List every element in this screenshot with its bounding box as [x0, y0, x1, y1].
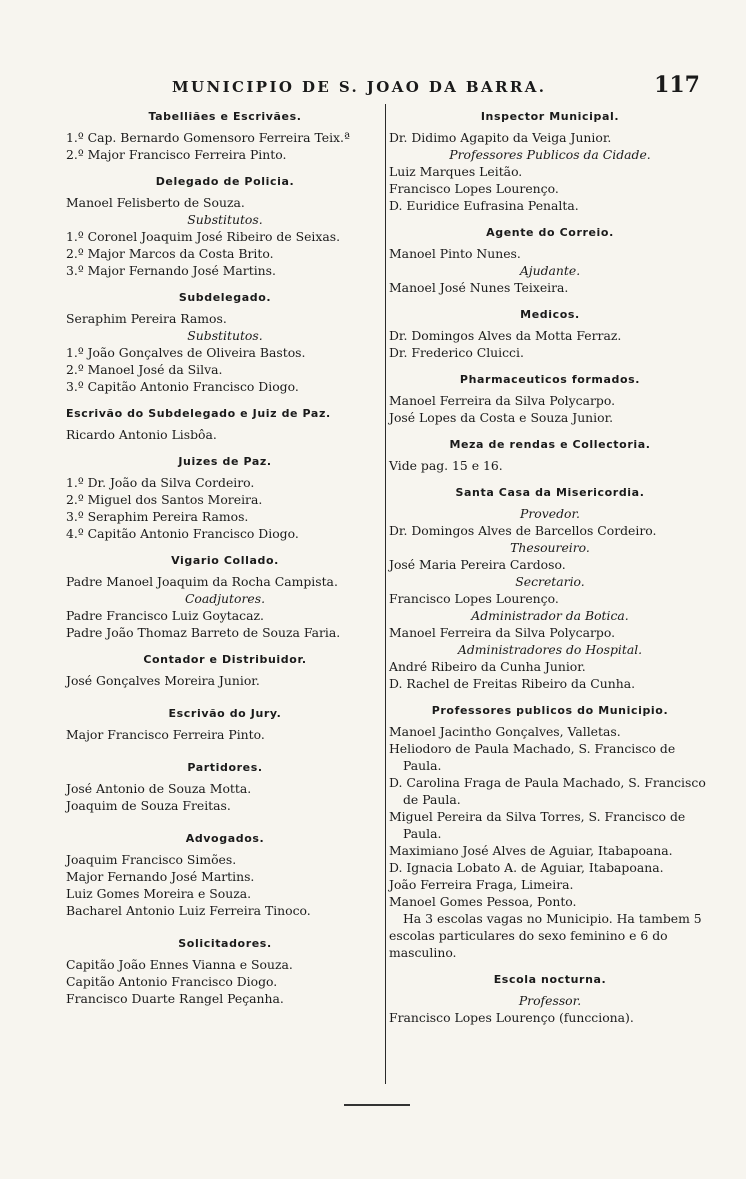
- section-heading: Meza de rendas e Collectoria.: [449, 438, 651, 451]
- list-item: André Ribeiro da Cunha Junior.: [389, 659, 586, 674]
- section-subheading: Secretario.: [515, 574, 585, 589]
- section-heading: Pharmaceuticos formados.: [459, 373, 641, 386]
- list-item: Padre Francisco Luiz Goytacaz.: [66, 608, 264, 623]
- running-head: [60, 72, 700, 104]
- list-item: Capitão Antonio Francisco Diogo.: [66, 974, 278, 989]
- list-item: 3.º Capitão Antonio Francisco Diogo.: [66, 379, 299, 394]
- section-subheading: Professor.: [518, 993, 582, 1008]
- list-item: João Ferreira Fraga, Limeira.: [389, 877, 574, 892]
- list-item: Manoel Jacintho Gonçalves, Valletas.: [389, 724, 621, 739]
- list-item: D. Ignacia Lobato A. de Aguiar, Itabapoana.: [389, 860, 664, 875]
- section-subheading: Provedor.: [520, 506, 580, 521]
- list-item: Francisco Duarte Rangel Peçanha.: [66, 991, 284, 1006]
- list-item: Manoel Felisberto de Souza.: [66, 195, 245, 210]
- list-item: Francisco Lopes Lourenço.: [389, 591, 559, 606]
- list-item: Dr. Domingos Alves da Motta Ferraz.: [389, 328, 622, 343]
- list-item: 2.º Miguel dos Santos Moreira.: [66, 492, 263, 507]
- list-item: Padre João Thomaz Barreto de Souza Faria.: [66, 625, 341, 640]
- end-rule: [344, 1104, 410, 1106]
- section-heading: Escola nocturna.: [493, 973, 607, 986]
- list-item: Vide pag. 15 e 16.: [389, 458, 503, 473]
- list-item: D. Rachel de Freitas Ribeiro da Cunha.: [389, 676, 636, 691]
- list-item: Heliodoro de Paula Machado, S. Francisco de Paula.: [389, 741, 676, 773]
- section-heading: Tabelliães e Escrivães.: [148, 110, 302, 123]
- list-item: 2.º Manoel José da Silva.: [66, 362, 223, 377]
- list-item: 1.º Cap. Bernardo Gomensoro Ferreira Teix.ª: [66, 130, 350, 145]
- section-subheading: Substitutos.: [187, 212, 263, 227]
- list-item: Joaquim de Souza Freitas.: [66, 798, 231, 813]
- section-subheading: Administrador da Botica.: [471, 608, 629, 623]
- list-item: Ricardo Antonio Lisbôa.: [66, 427, 217, 442]
- section-heading: Delegado de Policia.: [155, 175, 295, 188]
- section-heading: Escrivão do Subdelegado e Juiz de Paz.: [66, 407, 331, 420]
- list-item: 1.º Coronel Joaquim José Ribeiro de Seixas.: [66, 229, 341, 244]
- section-heading: Advogados.: [185, 832, 265, 845]
- list-item: José Lopes da Costa e Souza Junior.: [389, 410, 614, 425]
- section-subheading: Professores Publicos da Cidade.: [449, 147, 651, 162]
- list-item: Bacharel Antonio Luiz Ferreira Tinoco.: [66, 903, 311, 918]
- column-divider: [385, 104, 386, 1084]
- list-item: Manoel José Nunes Teixeira.: [389, 280, 569, 295]
- list-item: Manoel Ferreira da Silva Polycarpo.: [389, 625, 616, 640]
- list-item: Dr. Didimo Agapito da Veiga Junior.: [389, 130, 612, 145]
- list-item: Major Francisco Ferreira Pinto.: [66, 727, 265, 742]
- section-subheading: Thesoureiro.: [510, 540, 590, 555]
- list-item: José Antonio de Souza Motta.: [66, 781, 252, 796]
- section-heading: Partidores.: [187, 761, 263, 774]
- section-subheading: Administradores do Hospital.: [457, 642, 643, 657]
- section-heading: Subdelegado.: [178, 291, 272, 304]
- section-subheading: Ajudante.: [519, 263, 581, 278]
- page-title: MUNICIPIO DE S. JOAO DA BARRA.: [172, 78, 547, 96]
- list-item: Capitão João Ennes Vianna e Souza.: [66, 957, 293, 972]
- section-heading: Inspector Municipal.: [480, 110, 620, 123]
- section-heading: Contador e Distribuidor.: [143, 653, 307, 666]
- list-item: Luiz Marques Leitão.: [389, 164, 523, 179]
- section-heading: Juizes de Paz.: [178, 455, 272, 468]
- list-item: José Maria Pereira Cardoso.: [389, 557, 566, 572]
- page-number: 117: [654, 72, 700, 98]
- list-item: Francisco Lopes Lourenço.: [389, 181, 559, 196]
- list-item: 1.º Dr. João da Silva Cordeiro.: [66, 475, 255, 490]
- section-heading: Professores publicos do Municipio.: [431, 704, 669, 717]
- section-subheading: Coadjutores.: [184, 591, 266, 606]
- list-item: Manoel Gomes Pessoa, Ponto.: [389, 894, 577, 909]
- list-item: 4.º Capitão Antonio Francisco Diogo.: [66, 526, 299, 541]
- list-item: Luiz Gomes Moreira e Souza.: [66, 886, 252, 901]
- list-item: Padre Manoel Joaquim da Rocha Campista.: [66, 574, 338, 589]
- list-item: 2.º Major Francisco Ferreira Pinto.: [66, 147, 287, 162]
- list-item: Francisco Lopes Lourenço (funcciona).: [389, 1010, 634, 1025]
- list-item: Manoel Ferreira da Silva Polycarpo.: [389, 393, 616, 408]
- list-item: Major Fernando José Martins.: [66, 869, 255, 884]
- list-item: D. Carolina Fraga de Paula Machado, S. Francisco de Paula.: [389, 775, 706, 807]
- list-item: Seraphim Pereira Ramos.: [66, 311, 227, 326]
- section-heading: Santa Casa da Misericordia.: [455, 486, 645, 499]
- section-heading: Vigario Collado.: [171, 554, 279, 567]
- list-item: Miguel Pereira da Silva Torres, S. Francisco de Paula.: [389, 809, 686, 841]
- right-column: [389, 108, 711, 1026]
- list-item: Dr. Frederico Cluicci.: [389, 345, 524, 360]
- list-item: José Gonçalves Moreira Junior.: [66, 673, 260, 688]
- list-item: Joaquim Francisco Simões.: [66, 852, 237, 867]
- list-item: Dr. Domingos Alves de Barcellos Cordeiro.: [389, 523, 657, 538]
- section-heading: Agente do Correio.: [486, 226, 614, 239]
- list-item: Manoel Pinto Nunes.: [389, 246, 521, 261]
- section-heading: Solicitadores.: [178, 937, 272, 950]
- note-paragraph: Ha 3 escolas vagas no Municipio. Ha tambem 5 escolas particulares do sexo feminino e 6 do masculino.: [389, 911, 702, 960]
- list-item: 3.º Major Fernando José Martins.: [66, 263, 276, 278]
- list-item: 1.º João Gonçalves de Oliveira Bastos.: [66, 345, 306, 360]
- section-heading: Medicos.: [520, 308, 580, 321]
- list-item: 2.º Major Marcos da Costa Brito.: [66, 246, 274, 261]
- list-item: Maximiano José Alves de Aguiar, Itabapoana.: [389, 843, 673, 858]
- list-item: D. Euridice Eufrasina Penalta.: [389, 198, 579, 213]
- left-column: [66, 108, 384, 1007]
- section-heading: Escrivão do Jury.: [168, 707, 282, 720]
- list-item: 3.º Seraphim Pereira Ramos.: [66, 509, 249, 524]
- section-subheading: Substitutos.: [187, 328, 263, 343]
